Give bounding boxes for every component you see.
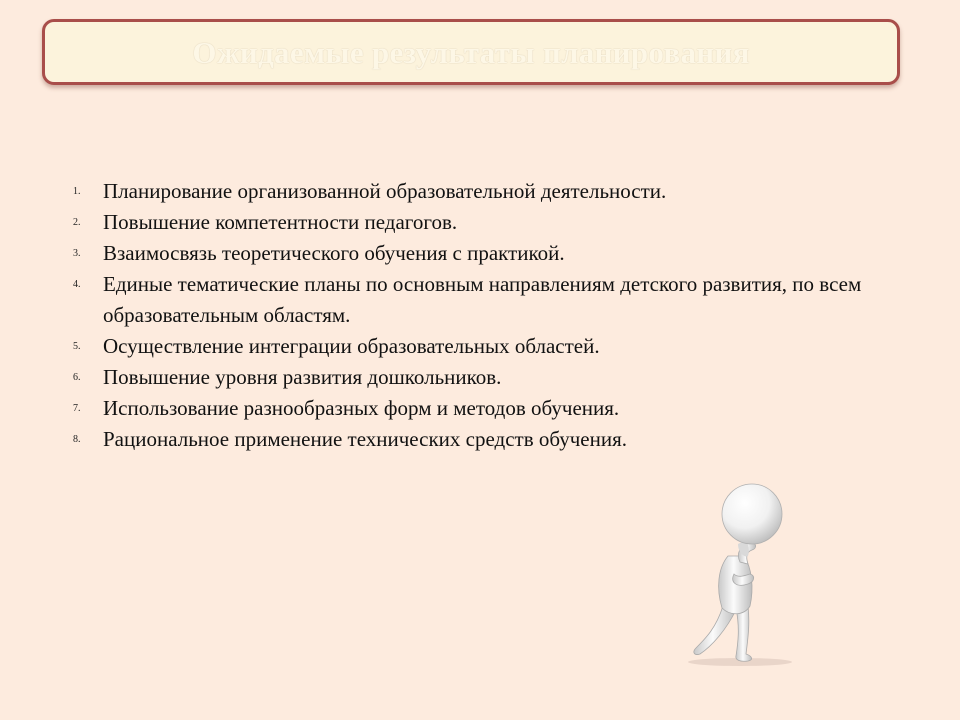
list-item bbox=[0, 238, 960, 269]
thinking-person-illustration bbox=[678, 478, 818, 668]
list-item-text: Использование разнообразных форм и методов обучения. bbox=[103, 396, 620, 420]
list-number: 2. bbox=[73, 217, 81, 228]
slide-title: Ожидаемые результаты планирования bbox=[192, 35, 750, 70]
list-item-text: Повышение компетентности педагогов. bbox=[103, 210, 458, 234]
list-number: 6. bbox=[73, 372, 81, 383]
title-banner bbox=[42, 19, 900, 85]
list-item-text: Повышение уровня развития дошкольников. bbox=[103, 365, 502, 389]
list-item bbox=[0, 176, 960, 207]
list-item bbox=[0, 331, 960, 362]
list-number: 5. bbox=[73, 341, 81, 352]
list-item bbox=[0, 362, 960, 393]
list-item-text: Взаимосвязь теоретического обучения с практикой. bbox=[103, 241, 565, 265]
list-item bbox=[0, 207, 960, 238]
list-item-text: Рациональное применение технических средств обучения. bbox=[103, 427, 628, 451]
list-number: 1. bbox=[73, 186, 81, 197]
list-item bbox=[0, 269, 960, 331]
list-number: 4. bbox=[73, 279, 81, 290]
list-number: 3. bbox=[73, 248, 81, 259]
list-item-text: Планирование организованной образовательной деятельности. bbox=[103, 179, 667, 203]
list-item-text: Осуществление интеграции образовательных областей. bbox=[103, 334, 600, 358]
results-list bbox=[0, 176, 960, 455]
list-number: 7. bbox=[73, 403, 81, 414]
list-item-text: Единые тематические планы по основным направлениям детского развития, по всем образовательным областям. bbox=[103, 272, 862, 327]
list-item bbox=[0, 424, 960, 455]
list-item bbox=[0, 393, 960, 424]
list-number: 8. bbox=[73, 434, 81, 445]
